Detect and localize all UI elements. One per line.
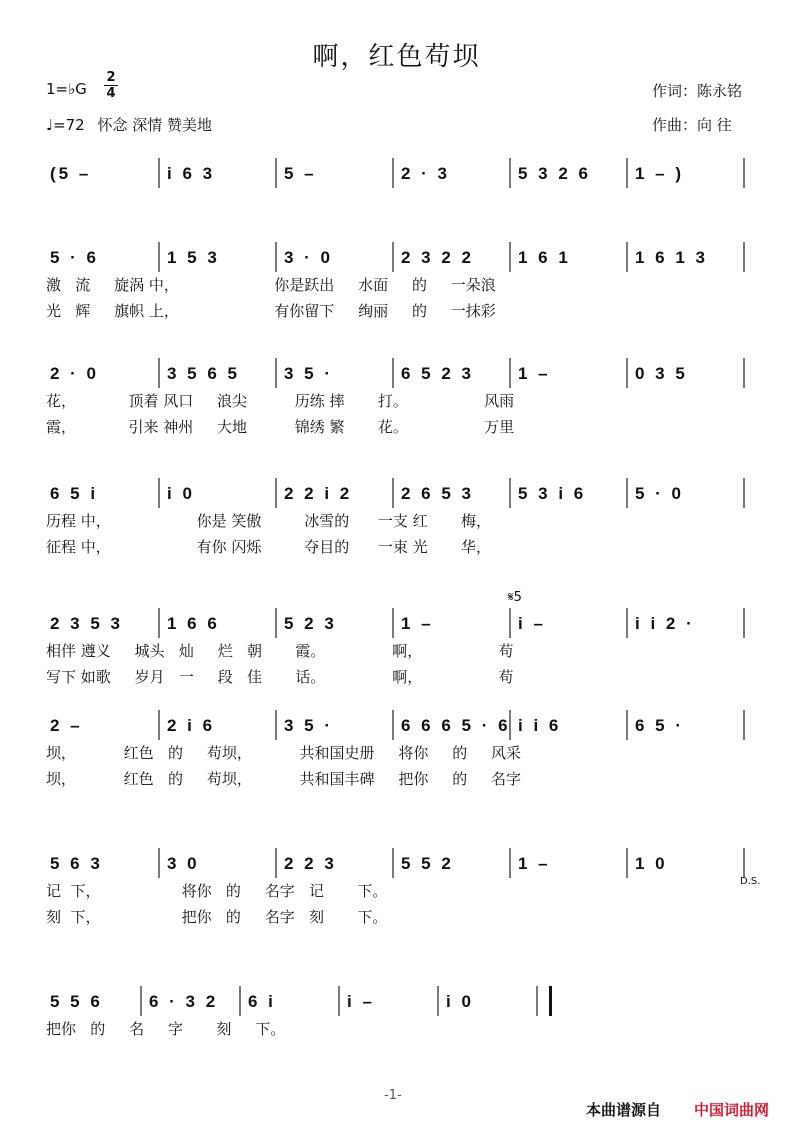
lyric-line: 历程 中， 你是 笑傲 冰雪的 一支 红 梅， [46, 512, 492, 530]
measure: 5 6 3 [50, 854, 103, 873]
measure: i 6 3 [167, 164, 216, 183]
composer: 作曲：向 往 [652, 116, 732, 134]
lyricist: 作词：陈永铭 [652, 82, 743, 100]
measure: 2 – [50, 716, 83, 735]
measure: i 0 [446, 992, 474, 1011]
page-title: 啊，红色苟坝 [312, 42, 481, 72]
measure: 6 5 2 3 [401, 364, 474, 383]
measure: (5 – [50, 164, 92, 183]
measure: 1 6 1 [518, 248, 571, 267]
measure: 1 – ) [635, 164, 685, 183]
lyric-line: 光 辉 旗帜 上， 有你留下 绚丽 的 一抹彩 [46, 302, 496, 320]
measure: 5 · 6 [50, 248, 100, 267]
measure: 2 3 5 3 [50, 614, 123, 633]
measure: 1 5 3 [167, 248, 220, 267]
lyric-line: 征程 中， 有你 闪烁 夺目的 一束 光 华， [46, 538, 492, 556]
footer-source-label: 本曲谱源自 [586, 1101, 662, 1119]
measure: 5 · 0 [635, 484, 685, 503]
measure: 6 i [248, 992, 276, 1011]
ds-mark: D.S. [740, 876, 761, 887]
measure: 3 · 0 [284, 248, 334, 267]
measure: 1 0 [635, 854, 668, 873]
measure: 5 5 6 [50, 992, 103, 1011]
measure: 1 – [518, 364, 551, 383]
measure: 2 · 3 [401, 164, 451, 183]
lyric-line: 花， 顶着 风口 浪尖 历练 摔 打。 风雨 [46, 392, 515, 410]
measure: 5 2 3 [284, 614, 337, 633]
key-signature: 1=♭G [46, 80, 87, 98]
measure: 2 · 0 [50, 364, 100, 383]
lyric-line: 相伴 遵义 城头 灿 烂 朝 霞。 啊， 苟 [46, 642, 514, 660]
final-barline [549, 986, 552, 1016]
measure: i i 2 · [635, 614, 695, 633]
measure: 5 3 2 6 [518, 164, 591, 183]
expression-text: 怀念 深情 赞美地 [97, 116, 213, 134]
time-signature: 2 4 [104, 70, 118, 101]
measure: i i 6 [518, 716, 562, 735]
measure: 6 · 3 2 [149, 992, 219, 1011]
measure: 5 5 2 [401, 854, 454, 873]
measure: 5 – [284, 164, 317, 183]
measure: 2 2 3 [284, 854, 337, 873]
measure: i 0 [167, 484, 195, 503]
measure: 5 3 i 6 [518, 484, 587, 503]
measure: 2 2 i 2 [284, 484, 353, 503]
lyric-line: 记 下， 将你 的 名字 记 下。 [46, 882, 388, 900]
measure: 1 6 1 3 [635, 248, 708, 267]
lyric-line: 把你 的 名 字 刻 下。 [46, 1020, 286, 1038]
measure: 1 – [401, 614, 434, 633]
lyric-line: 写下 如歌 岁月 一 段 佳 话。 啊， 苟 [46, 668, 514, 686]
lyric-line: 刻 下， 把你 的 名字 刻 下。 [46, 908, 388, 926]
measure: 2 i 6 [167, 716, 216, 735]
measure: 0 3 5 [635, 364, 688, 383]
measure: 1 – [518, 854, 551, 873]
measure: 6 5 · [635, 716, 685, 735]
measure: 2 6 5 3 [401, 484, 474, 503]
lyric-line: 激 流 旋涡 中， 你是跃出 水面 的 一朵浪 [46, 276, 496, 294]
lyric-line: 坝， 红色 的 苟坝， 共和国史册 将你 的 风采 [46, 744, 522, 762]
page-number: -1- [384, 1088, 402, 1103]
measure: 3 0 [167, 854, 200, 873]
measure: 1 6 6 [167, 614, 220, 633]
segno-mark: 𝄋5 [508, 590, 522, 605]
measure: 3 5 6 5 [167, 364, 240, 383]
lyric-line: 坝， 红色 的 苟坝， 共和国丰碑 把你 的 名字 [46, 770, 522, 788]
measure: 3 5 · [284, 716, 334, 735]
measure: 3 5 · [284, 364, 334, 383]
measure: 6 5 i [50, 484, 99, 503]
measure: i – [347, 992, 375, 1011]
lyric-line: 霞， 引来 神州 大地 锦绣 繁 花。 万里 [46, 418, 515, 436]
footer-site-link[interactable]: 中国词曲网 [694, 1101, 770, 1119]
measure: 6 6 6 5 · 6 [401, 716, 511, 735]
measure: 2 3 2 2 [401, 248, 474, 267]
tempo: ♩=72 [46, 116, 85, 134]
measure: i – [518, 614, 546, 633]
